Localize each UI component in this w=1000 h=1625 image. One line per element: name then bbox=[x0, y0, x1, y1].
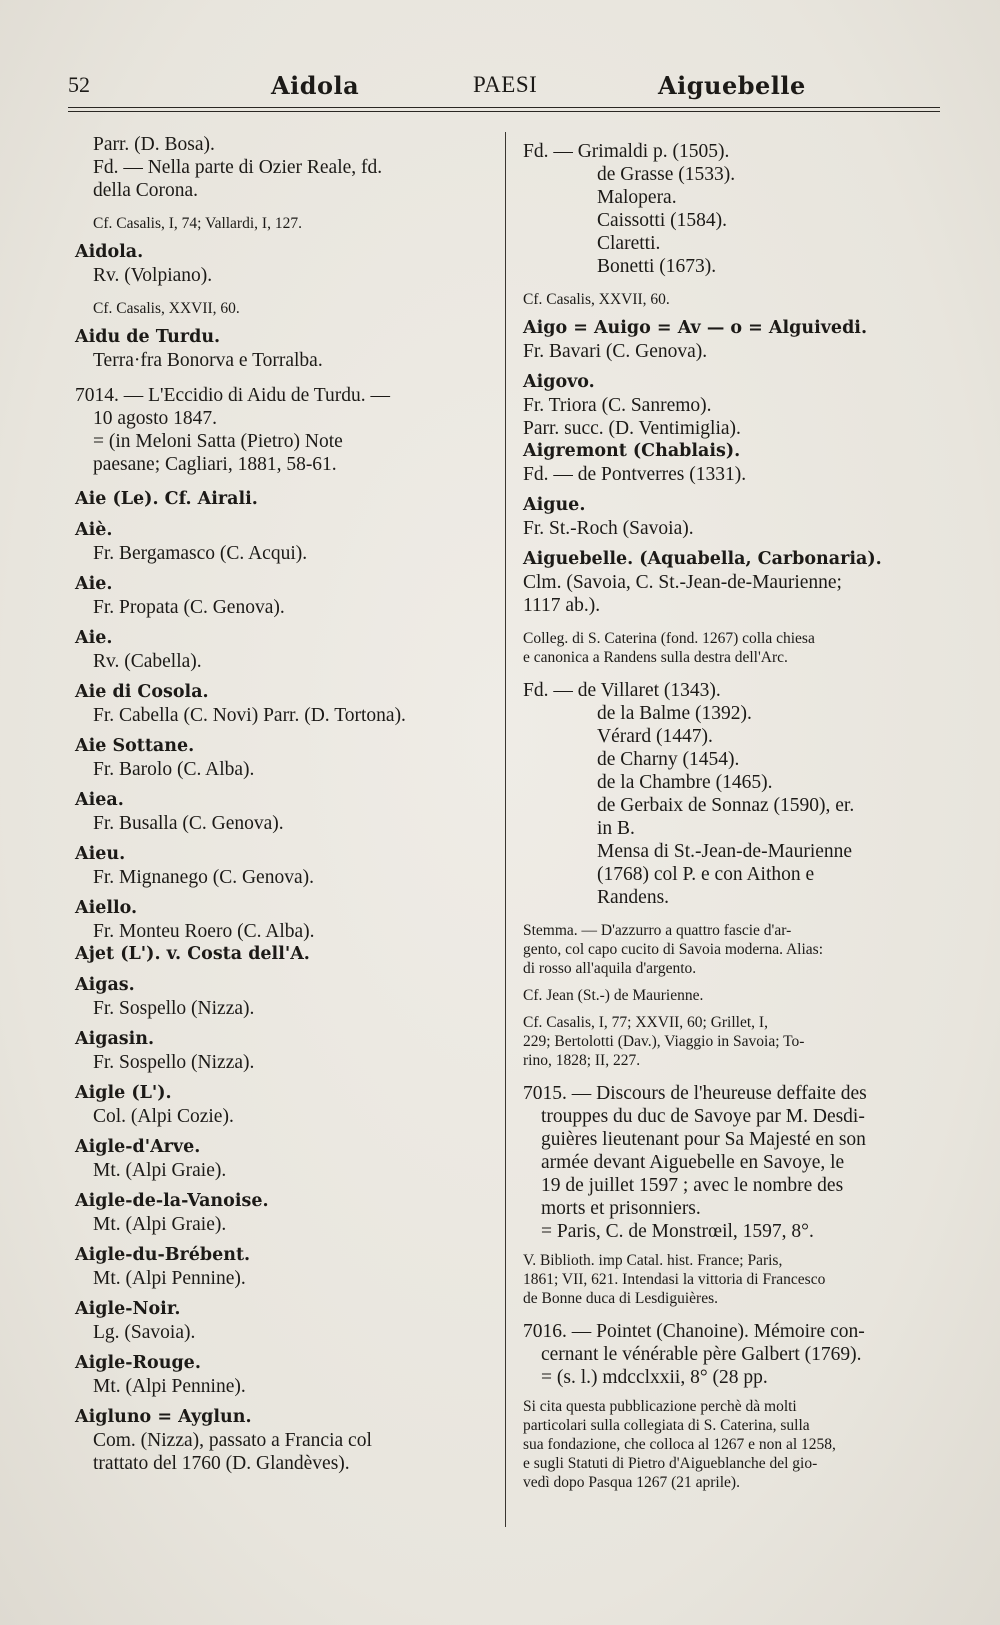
entry-line: Vérard (1447). bbox=[597, 726, 713, 747]
entry-line: = Paris, C. de Monstrœil, 1597, 8°. bbox=[541, 1221, 814, 1242]
header-rule-top bbox=[68, 107, 940, 108]
entry-line: Fr. Propata (C. Genova). bbox=[93, 597, 285, 618]
spacer bbox=[523, 1070, 943, 1082]
entry-line: cernant le vénérable père Galbert (1769). bbox=[541, 1344, 862, 1365]
entry-line: Clm. (Savoia, C. St.-Jean-de-Maurienne; bbox=[523, 572, 842, 593]
entry-line: vedì dopo Pasqua 1267 (21 aprile). bbox=[523, 1474, 740, 1491]
entry-line: rino, 1828; II, 227. bbox=[523, 1052, 641, 1069]
entry-headword: Aiè. bbox=[75, 520, 113, 540]
entry-line: Stemma. — D'azzurro a quattro fascie d'ar- bbox=[523, 922, 792, 939]
entry-line: Fr. Triora (C. Sanremo). bbox=[523, 395, 712, 416]
column-divider bbox=[505, 132, 506, 1527]
entry-headword: Aigle (L'). bbox=[75, 1083, 172, 1103]
entry-headword: Aigasin. bbox=[75, 1029, 155, 1049]
entry-line: Fr. Bergamasco (C. Acqui). bbox=[93, 543, 308, 564]
entry-line: de la Chambre (1465). bbox=[597, 772, 773, 793]
entry-line: Fr. Cabella (C. Novi) Parr. (D. Tortona). bbox=[93, 705, 406, 726]
spacer bbox=[75, 1398, 500, 1406]
entry-line: particolari sulla collegiata di S. Caterina, sulla bbox=[523, 1417, 810, 1434]
spacer bbox=[75, 966, 500, 974]
entry-line: Caissotti (1584). bbox=[597, 210, 727, 231]
entry-line: Fr. Bavari (C. Genova). bbox=[523, 341, 708, 362]
entry-line: Fd. — Grimaldi p. (1505). bbox=[523, 141, 730, 162]
spacer bbox=[75, 619, 500, 627]
header-left-title: Aidola bbox=[271, 71, 360, 100]
entry-headword: Aigle-Noir. bbox=[75, 1299, 181, 1319]
spacer bbox=[75, 1020, 500, 1028]
entry-line: Cf. Casalis, I, 77; XXVII, 60; Grillet, I, bbox=[523, 1014, 768, 1031]
entry-line: 7014. — L'Eccidio di Aidu de Turdu. — bbox=[75, 385, 390, 406]
entry-line: Fr. Busalla (C. Genova). bbox=[93, 813, 284, 834]
entry-headword: Aiguebelle. (Aquabella, Carbonaria). bbox=[523, 549, 882, 569]
entry-line: Fd. — de Villaret (1343). bbox=[523, 680, 721, 701]
entry-headword: Aieu. bbox=[75, 844, 126, 864]
right-column bbox=[523, 140, 943, 1492]
spacer bbox=[75, 889, 500, 897]
entry-line: de la Balme (1392). bbox=[597, 703, 752, 724]
spacer bbox=[523, 978, 943, 986]
spacer bbox=[523, 667, 943, 679]
entry-line: de Bonne duca di Lesdiguières. bbox=[523, 1290, 718, 1307]
spacer bbox=[75, 1344, 500, 1352]
spacer bbox=[523, 486, 943, 494]
entry-line: Randens. bbox=[597, 887, 670, 908]
entry-line: morts et prisonniers. bbox=[541, 1198, 701, 1219]
spacer bbox=[75, 476, 500, 488]
entry-line: 1861; VII, 621. Intendasi la vittoria di Francesco bbox=[523, 1271, 826, 1288]
entry-line: della Corona. bbox=[93, 180, 199, 201]
entry-headword: Aigle-du-Brébent. bbox=[75, 1245, 251, 1265]
entry-line: Parr. (D. Bosa). bbox=[93, 134, 215, 155]
page-number: 52 bbox=[68, 72, 90, 97]
entry-line: e sugli Statuti di Pietro d'Aigueblanche del gio- bbox=[523, 1455, 818, 1472]
spacer bbox=[523, 278, 943, 290]
entry-line: Cf. Casalis, XXVII, 60. bbox=[523, 291, 670, 308]
spacer bbox=[523, 909, 943, 921]
header-right-title: Aiguebelle bbox=[658, 71, 806, 100]
spacer bbox=[523, 617, 943, 629]
entry-line: e canonica a Randens sulla destra dell'Arc. bbox=[523, 649, 788, 666]
entry-line: 19 de juillet 1597 ; avec le nombre des bbox=[541, 1175, 844, 1196]
entry-line: Colleg. di S. Caterina (fond. 1267) colla chiesa bbox=[523, 630, 815, 647]
entry-headword: Aigle-de-la-Vanoise. bbox=[75, 1191, 269, 1211]
entry-line: guières lieutenant pour Sa Majesté en son bbox=[541, 1129, 866, 1150]
entry-line: 7015. — Discours de l'heureuse deffaite des bbox=[523, 1083, 867, 1104]
entry-line: Fr. Mignanego (C. Genova). bbox=[93, 867, 314, 888]
entry-headword: Aigle-Rouge. bbox=[75, 1353, 201, 1373]
entry-line: Mt. (Alpi Graie). bbox=[93, 1214, 227, 1235]
entry-headword: Aigue. bbox=[523, 495, 586, 515]
entry-headword: Aigremont (Chablais). bbox=[523, 441, 741, 461]
entry-line: 1117 ab.). bbox=[523, 595, 601, 616]
entry-line: Mt. (Alpi Pennine). bbox=[93, 1268, 246, 1289]
entry-line: de Charny (1454). bbox=[597, 749, 740, 770]
running-header bbox=[68, 72, 940, 106]
entry-line: = (s. l.) mdcclxxii, 8° (28 pp. bbox=[541, 1367, 768, 1388]
entry-headword: Aie. bbox=[75, 574, 113, 594]
entry-line: (1768) col P. e con Aithon e bbox=[597, 864, 815, 885]
entry-line: de Grasse (1533). bbox=[597, 164, 736, 185]
spacer bbox=[75, 727, 500, 735]
entry-headword: Aie (Le). Cf. Airali. bbox=[75, 489, 258, 509]
entry-line: di rosso all'aquila d'argento. bbox=[523, 960, 697, 977]
entry-line: Fd. — de Pontverres (1331). bbox=[523, 464, 747, 485]
header-center-title: PAESI bbox=[473, 72, 538, 97]
entry-headword: Aiea. bbox=[75, 790, 124, 810]
entry-line: trouppes du duc de Savoye par M. Desdi- bbox=[541, 1106, 865, 1127]
entry-line: Mensa di St.-Jean-de-Maurienne bbox=[597, 841, 853, 862]
spacer bbox=[523, 1389, 943, 1397]
spacer bbox=[75, 673, 500, 681]
entry-line: Parr. succ. (D. Ventimiglia). bbox=[523, 418, 741, 439]
entry-headword: Aie Sottane. bbox=[75, 736, 195, 756]
entry-headword: Aigluno = Ayglun. bbox=[75, 1407, 252, 1427]
left-column bbox=[75, 133, 500, 1475]
entry-line: Mt. (Alpi Graie). bbox=[93, 1160, 227, 1181]
entry-line: 10 agosto 1847. bbox=[93, 408, 218, 429]
entry-headword: Aidu de Turdu. bbox=[75, 327, 221, 347]
entry-line: Rv. (Cabella). bbox=[93, 651, 202, 672]
entry-line: gento, col capo cucito di Savoia moderna. Alias: bbox=[523, 941, 824, 958]
spacer bbox=[523, 309, 943, 317]
entry-line: Cf. Jean (St.-) de Maurienne. bbox=[523, 987, 704, 1004]
spacer bbox=[75, 1074, 500, 1082]
entry-line: Fr. Monteu Roero (C. Alba). bbox=[93, 921, 315, 942]
entry-headword: Aie di Cosola. bbox=[75, 682, 209, 702]
entry-line: Fr. Sospello (Nizza). bbox=[93, 1052, 255, 1073]
entry-line: Com. (Nizza), passato a Francia col bbox=[93, 1430, 372, 1451]
entry-line: sua fondazione, che colloca al 1267 e non al 1258, bbox=[523, 1436, 836, 1453]
entry-headword: Aigle-d'Arve. bbox=[75, 1137, 201, 1157]
entry-headword: Aigas. bbox=[75, 975, 135, 995]
entry-line: Fr. St.-Roch (Savoia). bbox=[523, 518, 694, 539]
entry-line: Fr. Sospello (Nizza). bbox=[93, 998, 255, 1019]
entry-line: Cf. Casalis, XXVII, 60. bbox=[93, 300, 240, 317]
spacer bbox=[75, 565, 500, 573]
entry-line: Si cita questa pubblicazione perchè dà molti bbox=[523, 1398, 797, 1415]
entry-line: paesane; Cagliari, 1881, 58-61. bbox=[93, 454, 337, 475]
entry-headword: Aigo = Auigo = Av — o = Alguivedi. bbox=[523, 318, 868, 338]
spacer bbox=[523, 540, 943, 548]
entry-line: Terra·fra Bonorva e Torralba. bbox=[93, 350, 323, 371]
entry-headword: Aiello. bbox=[75, 898, 138, 918]
entry-line: Col. (Alpi Cozie). bbox=[93, 1106, 234, 1127]
spacer bbox=[75, 511, 500, 519]
entry-line: de Gerbaix de Sonnaz (1590), er. bbox=[597, 795, 855, 816]
entry-line: 7016. — Pointet (Chanoine). Mémoire con- bbox=[523, 1321, 865, 1342]
entry-line: = (in Meloni Satta (Pietro) Note bbox=[93, 431, 343, 452]
header-rule-bottom bbox=[68, 111, 940, 112]
spacer bbox=[75, 318, 500, 326]
spacer bbox=[75, 372, 500, 384]
entry-line: Lg. (Savoia). bbox=[93, 1322, 196, 1343]
spacer bbox=[523, 363, 943, 371]
entry-line: Fd. — Nella parte di Ozier Reale, fd. bbox=[93, 157, 383, 178]
spacer bbox=[75, 1128, 500, 1136]
entry-line: trattato del 1760 (D. Glandèves). bbox=[93, 1453, 350, 1474]
entry-line: Rv. (Volpiano). bbox=[93, 265, 213, 286]
entry-line: Cf. Casalis, I, 74; Vallardi, I, 127. bbox=[93, 215, 302, 232]
spacer bbox=[523, 1243, 943, 1251]
spacer bbox=[75, 1290, 500, 1298]
spacer bbox=[75, 781, 500, 789]
entry-headword: Ajet (L'). v. Costa dell'A. bbox=[75, 944, 310, 964]
entry-line: Malopera. bbox=[597, 187, 677, 208]
entry-line: Fr. Barolo (C. Alba). bbox=[93, 759, 255, 780]
spacer bbox=[523, 1005, 943, 1013]
entry-line: in B. bbox=[597, 818, 635, 839]
entry-line: Claretti. bbox=[597, 233, 661, 254]
spacer bbox=[523, 1308, 943, 1320]
spacer bbox=[75, 202, 500, 214]
entry-line: Bonetti (1673). bbox=[597, 256, 717, 277]
entry-line: Mt. (Alpi Pennine). bbox=[93, 1376, 246, 1397]
entry-headword: Aigovo. bbox=[523, 372, 595, 392]
spacer bbox=[75, 1236, 500, 1244]
spacer bbox=[75, 233, 500, 241]
entry-headword: Aie. bbox=[75, 628, 113, 648]
entry-headword: Aidola. bbox=[75, 242, 144, 262]
entry-line: V. Biblioth. imp Catal. hist. France; Paris, bbox=[523, 1252, 783, 1269]
entry-line: 229; Bertolotti (Dav.), Viaggio in Savoia; To- bbox=[523, 1033, 805, 1050]
spacer bbox=[75, 1182, 500, 1190]
spacer bbox=[75, 287, 500, 299]
spacer bbox=[75, 835, 500, 843]
entry-line: armée devant Aiguebelle en Savoye, le bbox=[541, 1152, 845, 1173]
